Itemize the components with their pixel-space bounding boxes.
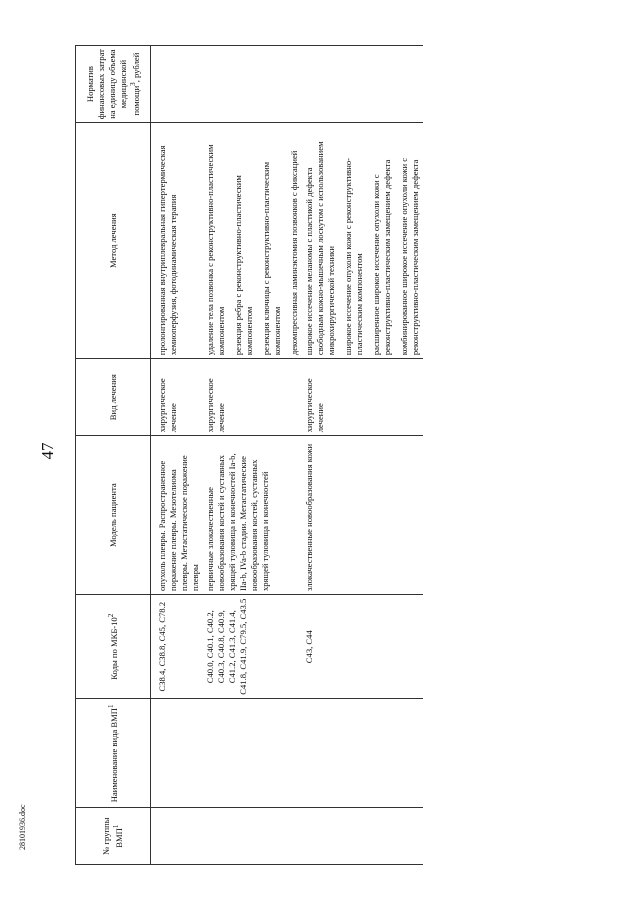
method-item: широкое иссечение меланомы с пластикой дефекта свободным кожно-мышечным лоскутом с использованием микрохирургической техники [304,141,336,356]
footer-filename: 28101936.doc [18,804,27,850]
method-item: комбинированное широкое иссечение опухоли кожи с реконструктивно-пластическим замещением дефекта [399,157,420,356]
page-number: 47 [38,442,57,460]
patient-model-cell: первичные злокачественные новообразования костей и суставных хрящей туловища и конечностей Ia-b, IIa-b, IVa-b стадии. Метастатические новообразования костей, суставных хрящей туловища и конечностей [203,436,302,595]
method-item: расширенное широкое иссечение опухоли кожи с реконструктивно-пластическим замещением дефекта [371,159,392,356]
table-row [203,46,302,865]
cost-norm-cell [155,46,203,123]
vmp-name-cell [155,699,203,808]
header-treatment-method: Метод лечения [76,123,151,359]
header-treatment-type: Вид лечения [76,359,151,436]
method-item: широкое иссечение опухоли кожи с реконструктивно-пластическим компонентом [343,157,364,356]
group-number-cell [302,808,423,865]
rotated-table-sheet [75,45,595,865]
cost-norm-cell [302,46,423,123]
vmp-name-cell [203,699,302,808]
method-item: резекция ребра с реконструктивно-пластическим компонентом [233,175,254,356]
icd-codes-cell: C40.0, C40.1, C40.2, C40.3, C40.8, C40.9, C41.2, C41.3, C41.4, C41.8, C41.9, C79.5, C43.5 [203,595,302,699]
table-row [155,46,203,865]
patient-model-cell: опухоль плевры. Распространенное поражение плевры. Мезотелиома плевры. Метастатическое поражение плевры [155,436,203,595]
treatment-method-cell [155,123,203,359]
table-row [302,46,423,865]
vmp-table [75,45,423,865]
method-item: резекция ключицы с реконструктивно-пластическим компонентом [261,161,282,356]
treatment-method-cell [302,123,423,359]
patient-model-cell: злокачественные новообразования кожи [302,436,423,595]
icd-codes-cell: C38.4, C38.8, C45, C78.2 [155,595,203,699]
header-group-number: № группы ВМП$^1$ [76,808,151,865]
icd-codes-cell: C43, C44 [302,595,423,699]
method-item: пролонгированная внутриплевральная гипертермическая хемиоперфузия, фотодинамическая терапия [157,145,178,356]
cost-norm-cell [203,46,302,123]
vmp-name-cell [302,699,423,808]
method-item: удаление тела позвонка с реконструктивно-пластическим компонентом [205,144,226,356]
header-cost-norm: Норматив финансовых затрат на единицу объема медицинской помощи$^3$, рублей [76,46,151,123]
header-icd-codes: Коды по МКБ-$10^2$ [76,595,151,699]
treatment-type-cell: хирургическое лечение [155,359,203,436]
treatment-type-cell: хирургическое лечение [203,359,302,436]
table-header-row [76,46,151,865]
treatment-method-cell [203,123,302,359]
header-vmp-name: Наименование вида ВМП$^1$ [76,699,151,808]
method-item: декомпрессивная ламинэктомия позвонков с фиксацией [289,150,299,356]
treatment-type-cell: хирургическое лечение [302,359,423,436]
group-number-cell [203,808,302,865]
group-number-cell [155,808,203,865]
header-patient-model: Модель пациента [76,436,151,595]
